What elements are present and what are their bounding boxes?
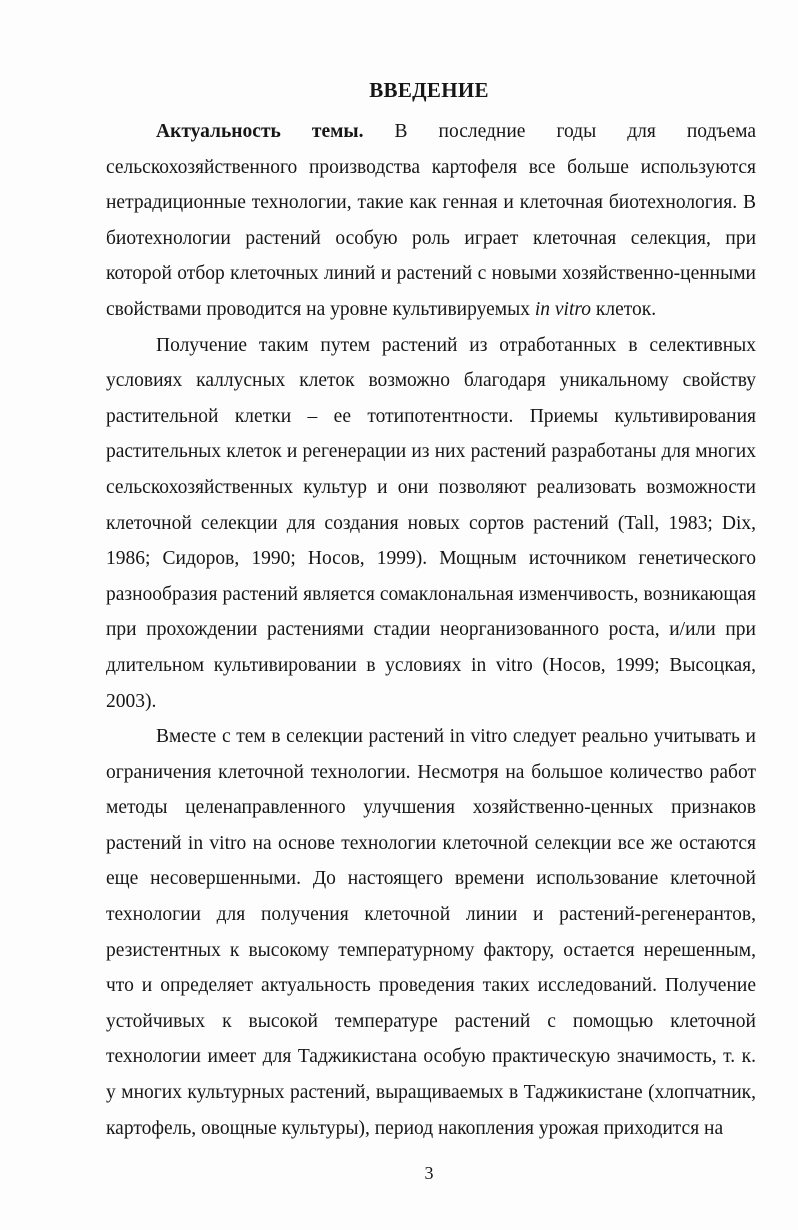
paragraph-2: Получение таким путем растений из отработанных в селективных условиях каллусных клеток возможно благодаря уникальному свойству растительной клетки – ее тотипотентности. Приемы культивирования растительных клеток и регенерации из них растений разработаны для многих сельскохозяйственных культур и они позволяют реализовать возможности клеточной селекции для создания новых сортов растений (Tall, 1983; Dix, 1986; Сидоров, 1990; Носов, 1999). Мощным источником генетического разнообразия растений является сомаклональная изменчивость, возникающая при прохождении растениями стадии неорганизованного роста, и/или при длительном культивировании в условиях in vitro (Носов, 1999; Высоцкая, 2003). [106, 334, 756, 712]
italic-term: in vitro [534, 298, 591, 320]
body-text [106, 114, 756, 1146]
paragraph-text: В последние годы для подъема сельскохозяйственного производства картофеля все больше используются нетрадиционные технологии, такие как генная и клеточная биотехнология. В биотехнологии растений особую роль играет клеточная селекция, при которой отбор клеточных линий и растений с новыми хозяйственно-ценными свойствами проводится на уровне культивируемых [106, 121, 757, 320]
paragraph-lead: Актуальность темы. [156, 121, 364, 142]
paragraph-3: Вместе с тем в селекции растений in vitro следует реально учитывать и ограничения клеточной технологии. Несмотря на большое количество работ методы целенаправленного улучшения хозяйственно-ценных признаков растений in vitro на основе технологии клеточной селекции все же остаются еще несовершенными. До настоящего времени использование клеточной технологии для получения клеточной линии и растений-регенерантов, резистентных к высокому температурному фактору, остается нерешенным, что и определяет актуальность проведения таких исследований. Получение устойчивых к высокой температуре растений с помощью клеточной технологии имеет для Таджикистана особую практическую значимость, т. к. у многих культурных растений, выращиваемых в Таджикистане (хлопчатник, картофель, овощные культуры), период накопления урожая приходится на [106, 726, 756, 1139]
paragraph-text: клеток. [591, 298, 657, 320]
paragraph-relevance [106, 114, 756, 328]
page-number: 3 [424, 1163, 434, 1183]
page-title: ВВЕДЕНИЕ [369, 78, 489, 102]
